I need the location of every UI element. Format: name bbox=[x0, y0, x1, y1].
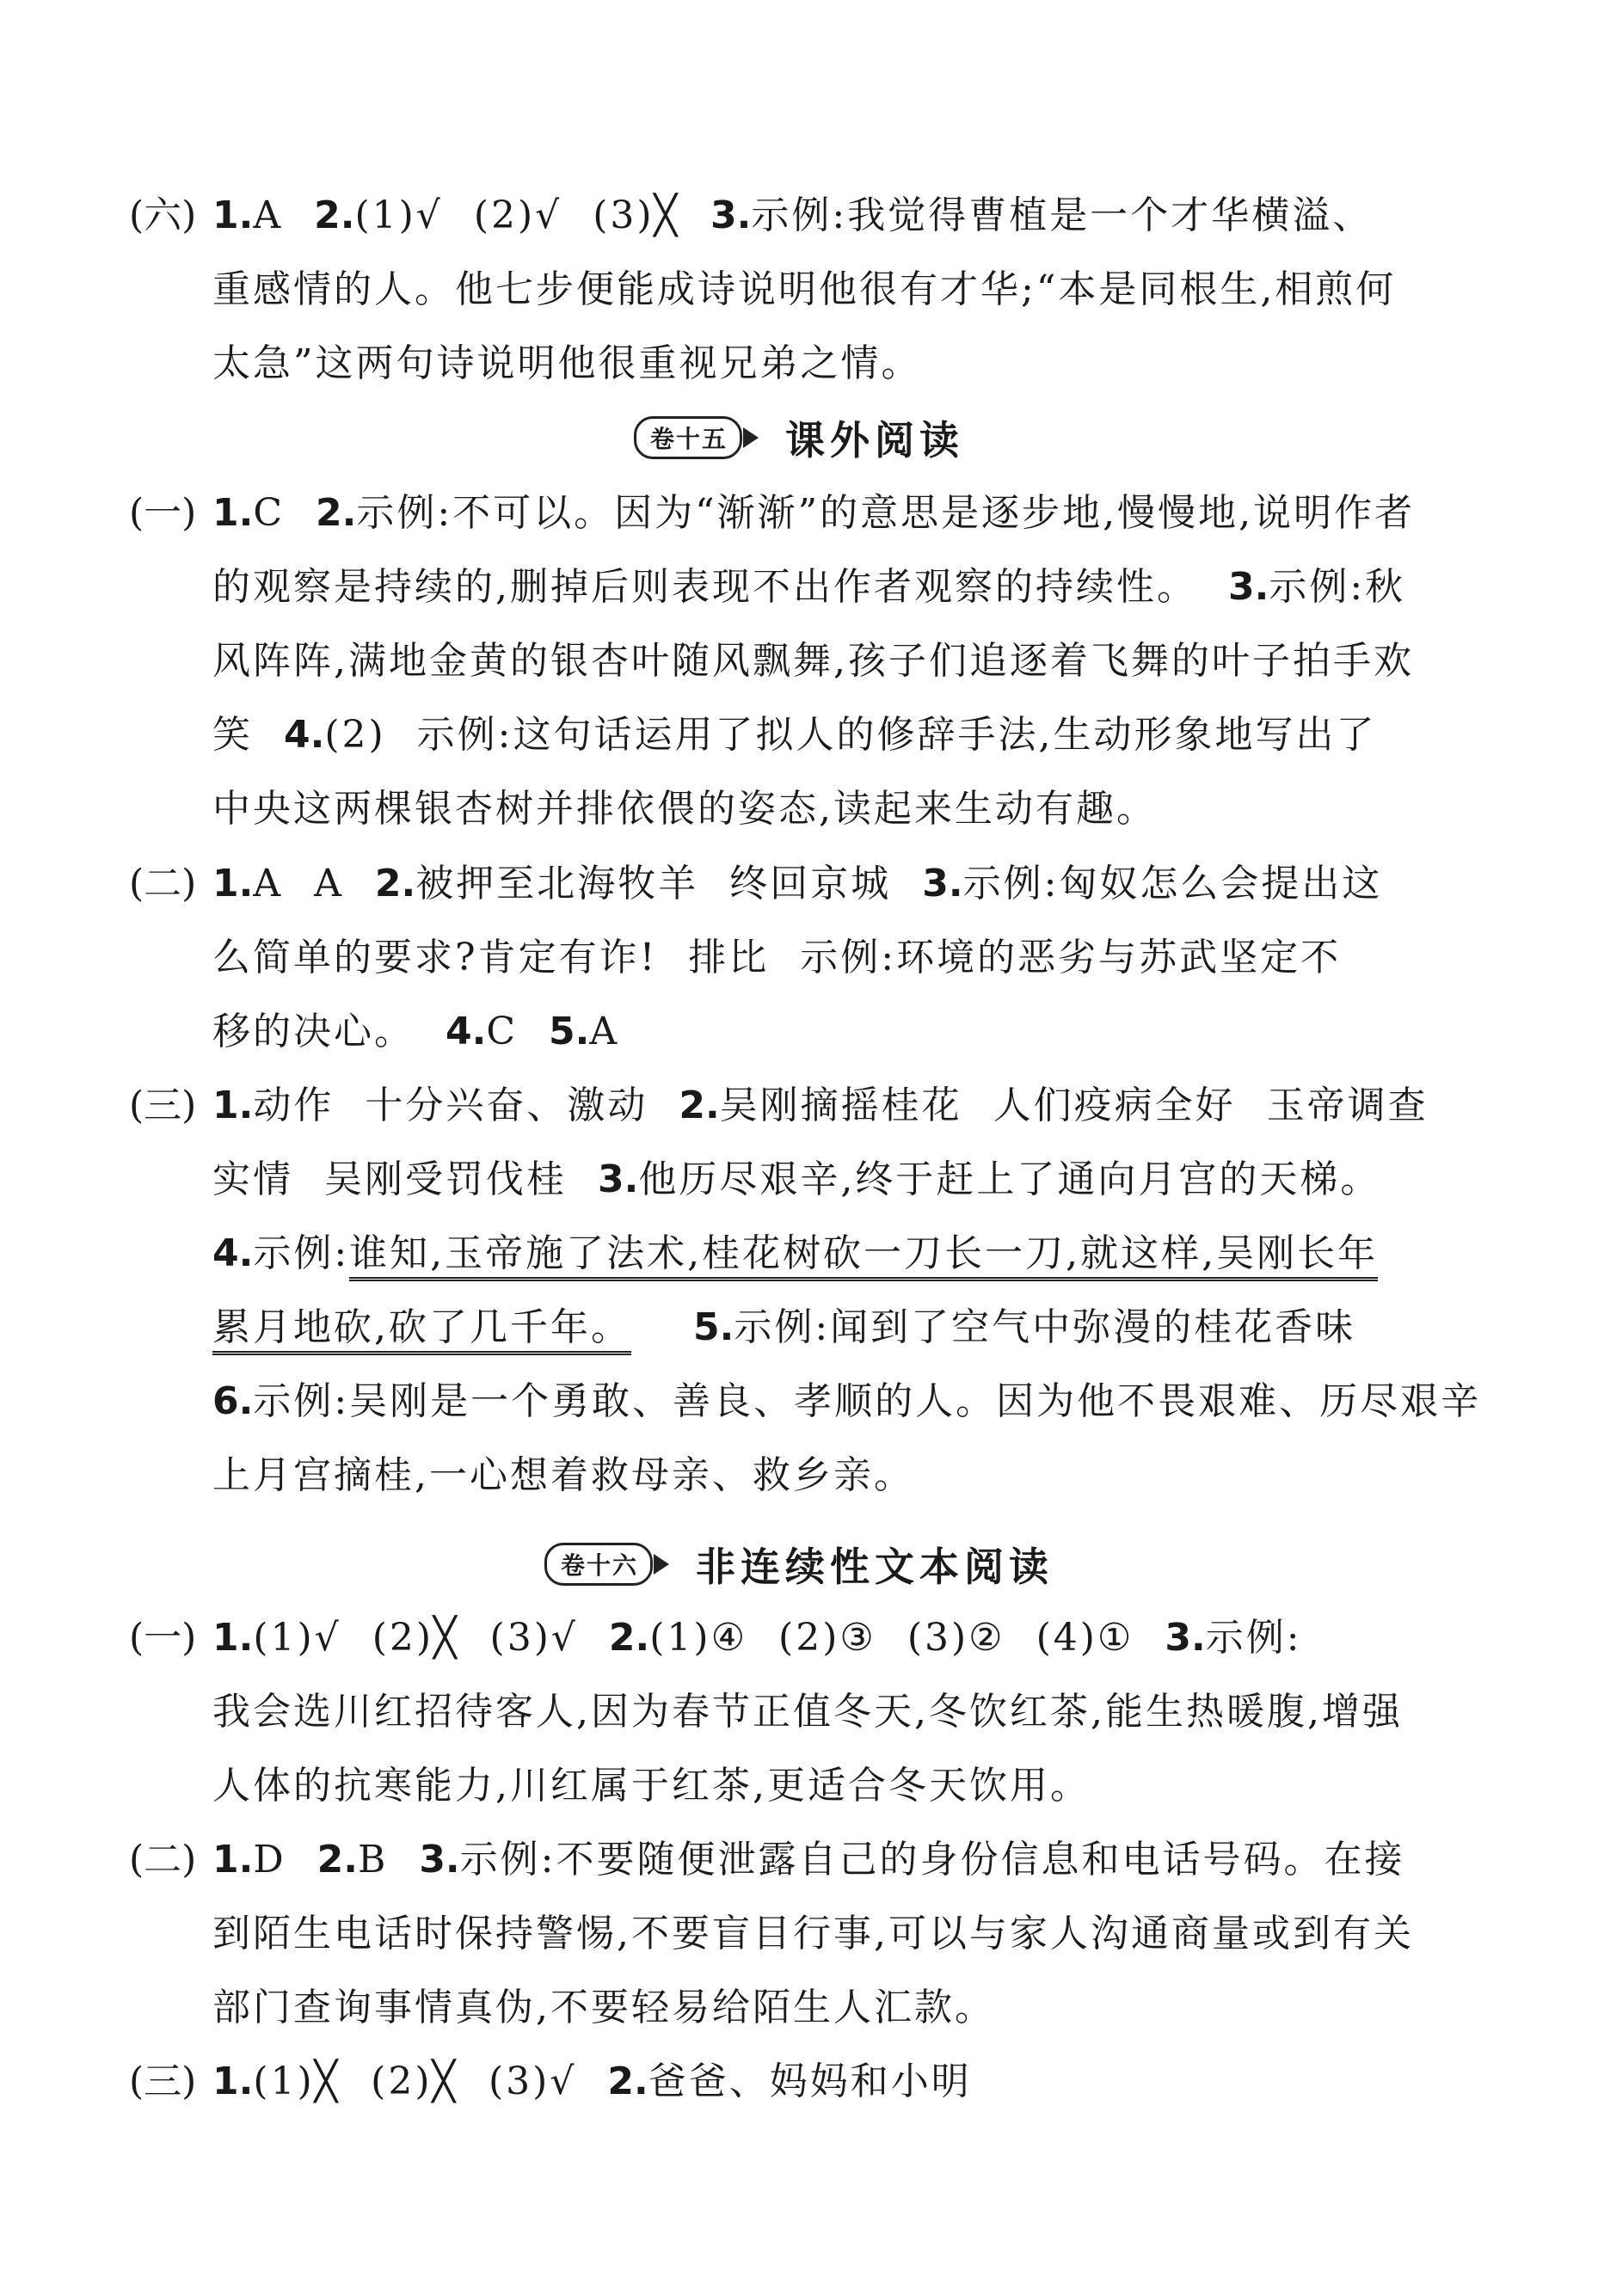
volume-badge bbox=[544, 1543, 653, 1586]
q-num: 2. bbox=[316, 491, 357, 535]
q-num: 4. bbox=[284, 713, 325, 757]
answer-text: 上月宫摘桂,一心想着救母亲、救乡亲。 bbox=[212, 1453, 914, 1497]
q-num: 1. bbox=[212, 1084, 254, 1127]
q-num: 2. bbox=[374, 862, 416, 906]
q-num: 6. bbox=[212, 1379, 254, 1423]
answer: (2)③ bbox=[778, 1616, 876, 1660]
q-num: 3. bbox=[1165, 1616, 1206, 1660]
line bbox=[129, 1069, 1471, 1143]
answer-text: 风阵阵,满地金黄的银杏叶随风飘舞,孩子们追逐着飞舞的叶子拍手欢 bbox=[212, 639, 1414, 683]
answer: A bbox=[589, 1010, 620, 1053]
section-heading-15 bbox=[0, 401, 1598, 475]
answer-block-16-1 bbox=[129, 1601, 1471, 1823]
answer-text: 他历尽艰辛,终于赶上了通向月宫的天梯。 bbox=[638, 1157, 1381, 1201]
answer-text: 示例:秋 bbox=[1269, 565, 1406, 609]
section-label: (三) bbox=[129, 1084, 197, 1127]
answer-text: 示例:吴刚是一个勇敢、善良、孝顺的人。因为他不畏艰难、历尽艰辛 bbox=[253, 1379, 1482, 1423]
line bbox=[129, 550, 1471, 624]
line bbox=[129, 179, 1471, 253]
underlined-sentence: 累月地砍,砍了几千年。 bbox=[212, 1305, 631, 1355]
q-num: 4. bbox=[446, 1010, 487, 1053]
answer: (1)√ bbox=[354, 193, 443, 237]
q-num: 5. bbox=[693, 1305, 734, 1349]
section-heading-16 bbox=[0, 1527, 1598, 1601]
answer-block-15-2 bbox=[129, 847, 1471, 1069]
q-num: 2. bbox=[607, 2060, 648, 2103]
answer: A bbox=[253, 862, 284, 906]
answer: (2)╳ bbox=[372, 1616, 459, 1660]
answer: C bbox=[253, 491, 286, 535]
answer: 动作 bbox=[253, 1084, 335, 1127]
answer: 排比 bbox=[688, 936, 770, 979]
answer-text: 到陌生电话时保持警惕,不要盲目行事,可以与家人沟通商量或到有关 bbox=[212, 1912, 1414, 1955]
volume-badge bbox=[634, 416, 742, 459]
line bbox=[129, 995, 1471, 1069]
q-num: 1. bbox=[212, 1838, 254, 1882]
answer: 吴刚摘摇桂花 bbox=[719, 1084, 962, 1127]
answer: C bbox=[486, 1010, 519, 1053]
badge-label: 卷十六 bbox=[560, 1551, 638, 1580]
answer: 实情 bbox=[212, 1157, 293, 1201]
section-label: (六) bbox=[129, 193, 197, 237]
q-num: 1. bbox=[212, 862, 254, 906]
line bbox=[129, 1823, 1471, 1897]
q-num: 1. bbox=[212, 193, 254, 237]
q-num: 3. bbox=[1227, 565, 1269, 609]
q-num: 3. bbox=[419, 1838, 460, 1882]
answer-text: 示例: bbox=[1205, 1616, 1302, 1660]
answer-text: 示例:闻到了空气中弥漫的桂花香味 bbox=[734, 1305, 1356, 1349]
answer-block-16-3 bbox=[129, 2045, 1471, 2119]
badge-label: 卷十五 bbox=[649, 425, 728, 453]
section-label: (二) bbox=[129, 862, 197, 906]
line bbox=[129, 921, 1471, 995]
answer-block-16-2 bbox=[129, 1823, 1471, 2045]
answer: (4)① bbox=[1036, 1616, 1134, 1660]
section-title: 课外阅读 bbox=[785, 417, 964, 463]
answer: (1)④ bbox=[649, 1616, 748, 1660]
section-label: (三) bbox=[129, 2060, 197, 2103]
answer-text: 的观察是持续的,删掉后则表现不出作者观察的持续性。 bbox=[212, 565, 1197, 609]
q-num: 2. bbox=[608, 1616, 650, 1660]
section-label: (二) bbox=[129, 1838, 197, 1882]
line bbox=[129, 847, 1471, 921]
answer: (1)√ bbox=[253, 1616, 341, 1660]
answer: 终回京城 bbox=[729, 862, 892, 906]
answer: (1)╳ bbox=[253, 2060, 341, 2103]
line bbox=[129, 1217, 1471, 1291]
answer-text: 示例: bbox=[253, 1231, 350, 1275]
arrow-icon bbox=[743, 427, 759, 448]
answer: (3)╳ bbox=[593, 193, 680, 237]
q-num: 3. bbox=[598, 1157, 639, 1201]
answer-text: 么简单的要求?肯定有诈! bbox=[212, 936, 658, 979]
section-label: (一) bbox=[129, 491, 197, 535]
answer: A bbox=[253, 193, 284, 237]
line bbox=[129, 1291, 1471, 1365]
answer-block-6 bbox=[129, 179, 1471, 401]
answer: (2)╳ bbox=[371, 2060, 458, 2103]
q-num: 1. bbox=[212, 2060, 254, 2103]
answer-text: 示例:环境的恶劣与苏武坚定不 bbox=[800, 936, 1342, 979]
line bbox=[129, 698, 1471, 772]
answer-text: 示例:这句话运用了拟人的修辞手法,生动形象地写出了 bbox=[416, 713, 1377, 757]
answer: (2) bbox=[324, 713, 386, 757]
answer-text: 示例:不可以。因为“渐渐”的意思是逐步地,慢慢地,说明作者 bbox=[356, 491, 1416, 535]
answer-text: 我会选川红招待客人,因为春节正值冬天,冬饮红茶,能生热暖腹,增强 bbox=[212, 1690, 1403, 1734]
line bbox=[129, 2045, 1471, 2119]
answer: 吴刚受罚伐桂 bbox=[324, 1157, 567, 1201]
answer: D bbox=[253, 1838, 286, 1882]
line bbox=[129, 476, 1471, 550]
q-num: 1. bbox=[212, 1616, 254, 1660]
answer: 玉帝调查 bbox=[1266, 1084, 1429, 1127]
q-num: 2. bbox=[679, 1084, 720, 1127]
underlined-sentence: 谁知,玉帝施了法术,桂花树砍一刀长一刀,就这样,吴刚长年 bbox=[349, 1231, 1378, 1281]
answer-text: 示例:不要随便泄露自己的身份信息和电话号码。在接 bbox=[459, 1838, 1405, 1882]
q-num: 5. bbox=[549, 1010, 590, 1053]
q-num: 4. bbox=[212, 1231, 254, 1275]
line bbox=[129, 1143, 1471, 1217]
answer-text: 重感情的人。他七步便能成诗说明他很有才华;“本是同根生,相煎何 bbox=[212, 267, 1397, 311]
q-num: 3. bbox=[922, 862, 963, 906]
q-num: 2. bbox=[317, 1838, 358, 1882]
answer-text: 示例:匈奴怎么会提出这 bbox=[962, 862, 1383, 906]
answer-block-15-3 bbox=[129, 1069, 1482, 1513]
answer: (3)√ bbox=[489, 2060, 577, 2103]
answer-text: 示例:我觉得曹植是一个才华横溢、 bbox=[751, 193, 1374, 237]
answer: 十分兴奋、激动 bbox=[365, 1084, 648, 1127]
section-label: (一) bbox=[129, 1616, 197, 1660]
answer: B bbox=[357, 1838, 389, 1882]
line bbox=[129, 1365, 1482, 1439]
answer-block-15-1 bbox=[129, 476, 1471, 846]
q-num: 1. bbox=[212, 491, 254, 535]
answer-text: 部门查询事情真伪,不要轻易给陌生人汇款。 bbox=[212, 1986, 995, 2029]
answer: (3)√ bbox=[489, 1616, 578, 1660]
answer: 爸爸、妈妈和小明 bbox=[648, 2060, 972, 2103]
answer: 人们疫病全好 bbox=[993, 1084, 1236, 1127]
answer-text: 笑 bbox=[212, 713, 253, 757]
line bbox=[129, 1601, 1471, 1675]
answer: A bbox=[314, 862, 344, 906]
answer-text: 太急”这两句诗说明他很重视兄弟之情。 bbox=[212, 341, 922, 385]
answer: (2)√ bbox=[473, 193, 562, 237]
answer: (3)② bbox=[907, 1616, 1005, 1660]
arrow-icon bbox=[654, 1554, 669, 1575]
answer-text: 移的决心。 bbox=[212, 1010, 415, 1053]
q-num: 2. bbox=[314, 193, 355, 237]
answer-text: 人体的抗寒能力,川红属于红茶,更适合冬天饮用。 bbox=[212, 1764, 1091, 1808]
answer: 被押至北海牧羊 bbox=[415, 862, 699, 906]
q-num: 3. bbox=[710, 193, 752, 237]
answer-text: 中央这两棵银杏树并排依偎的姿态,读起来生动有趣。 bbox=[212, 787, 1157, 831]
section-title: 非连续性文本阅读 bbox=[696, 1544, 1054, 1590]
